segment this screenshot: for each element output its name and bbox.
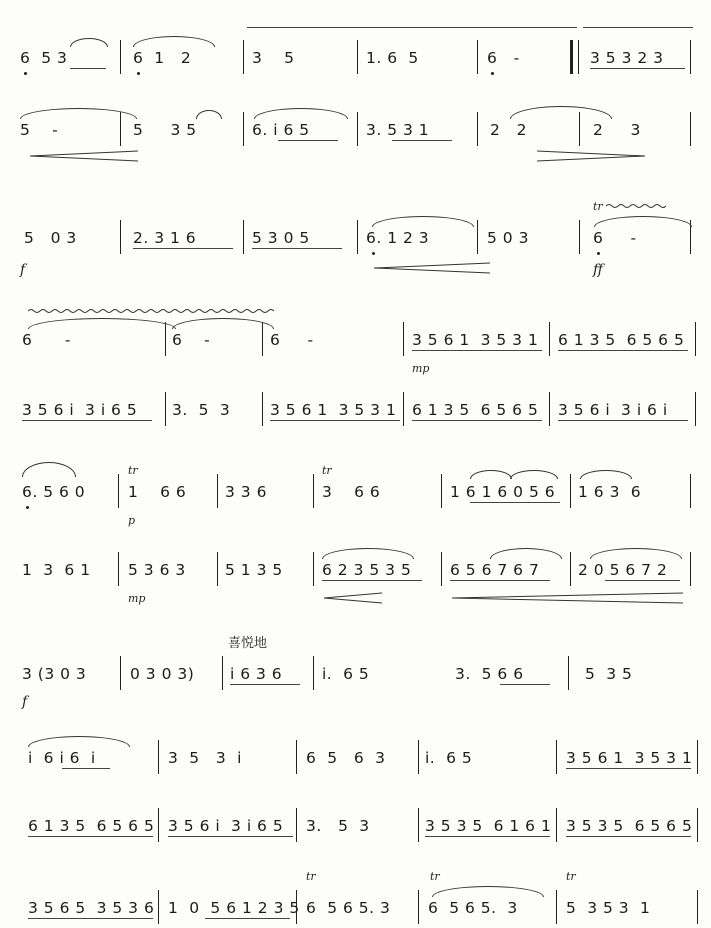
measure: 6 5 3 bbox=[20, 49, 68, 67]
measure: 5 3 5 3 1 bbox=[566, 899, 651, 917]
crescendo-hairpin bbox=[28, 150, 140, 162]
measure: 6 - bbox=[487, 49, 520, 67]
underline bbox=[566, 768, 691, 769]
barline bbox=[357, 40, 358, 74]
trill-wave bbox=[606, 203, 666, 209]
measure: 6 - bbox=[593, 229, 637, 247]
trill-wave bbox=[28, 308, 278, 314]
measure: 2 2 bbox=[490, 121, 528, 139]
underline bbox=[70, 68, 106, 69]
barline bbox=[165, 322, 166, 356]
barline bbox=[158, 808, 159, 842]
slur bbox=[20, 108, 137, 119]
dynamic-mp: mp bbox=[412, 362, 430, 375]
slur bbox=[590, 548, 682, 559]
slur bbox=[510, 470, 558, 479]
measure: i. 6 5 bbox=[425, 749, 473, 767]
barline bbox=[243, 112, 244, 146]
underline bbox=[605, 580, 680, 581]
octave-dot bbox=[597, 252, 600, 255]
slur bbox=[254, 108, 348, 119]
measure: 6. i 6 5 bbox=[252, 121, 310, 139]
underline bbox=[278, 140, 338, 141]
decrescendo-hairpin bbox=[535, 150, 647, 162]
slur bbox=[70, 38, 108, 47]
dynamic-p: p bbox=[128, 514, 136, 527]
barline bbox=[477, 40, 478, 74]
staff-row-5 bbox=[0, 398, 711, 422]
underline bbox=[28, 836, 153, 837]
underline bbox=[425, 836, 550, 837]
measure: 5 3 0 5 bbox=[252, 229, 310, 247]
underline bbox=[62, 768, 110, 769]
volta-bracket bbox=[583, 27, 693, 28]
crescendo-hairpin bbox=[372, 262, 492, 274]
measure: 1 3 6 1 bbox=[22, 561, 91, 579]
underline bbox=[322, 580, 422, 581]
measure: 1 6 3 6 bbox=[578, 483, 642, 501]
octave-dot bbox=[24, 72, 27, 75]
measure: 3. 5 6 6 bbox=[455, 665, 524, 683]
measure: 2. 3 1 6 bbox=[133, 229, 197, 247]
crescendo-hairpin bbox=[322, 592, 384, 604]
slur bbox=[580, 470, 632, 479]
measure: 2 0 5 6 7 2 bbox=[578, 561, 668, 579]
barline bbox=[313, 656, 314, 690]
measure: 3 5 6 5 3 5 3 6 bbox=[28, 899, 155, 917]
measure: 6. 1 2 3 bbox=[366, 229, 430, 247]
measure: 3 5 6 i 3 i 6 i bbox=[558, 401, 668, 419]
slur bbox=[28, 318, 176, 329]
barline bbox=[477, 112, 478, 146]
tempo-marking: 喜悦地 bbox=[228, 636, 268, 651]
staff-row-9 bbox=[0, 746, 711, 770]
barline bbox=[418, 808, 419, 842]
slur bbox=[510, 106, 612, 119]
measure: 6 1 3 5 6 5 6 5 bbox=[412, 401, 539, 419]
barline bbox=[441, 552, 442, 586]
measure: 2 3 bbox=[593, 121, 641, 139]
underline bbox=[412, 350, 542, 351]
measure: 3 5 3 5 6 5 6 5 bbox=[566, 817, 693, 835]
barline bbox=[158, 740, 159, 774]
barline bbox=[556, 890, 557, 924]
trill-mark: tr bbox=[322, 464, 332, 477]
volta-bracket bbox=[247, 27, 577, 28]
staff-row-10 bbox=[0, 814, 711, 838]
barline bbox=[243, 40, 244, 74]
measure: 3 3 6 bbox=[225, 483, 267, 501]
measure: 3 5 6 i 3 i 6 5 bbox=[168, 817, 284, 835]
trill-mark: tr bbox=[128, 464, 138, 477]
barline bbox=[120, 40, 121, 74]
barline bbox=[690, 40, 691, 74]
underline bbox=[500, 684, 550, 685]
measure: 5 0 3 bbox=[487, 229, 529, 247]
measure: 3. 5 3 bbox=[306, 817, 370, 835]
dynamic-f: f bbox=[22, 694, 28, 710]
slur bbox=[22, 462, 76, 477]
measure: 5 3 5 bbox=[133, 121, 197, 139]
barline bbox=[418, 890, 419, 924]
measure: 6 - bbox=[22, 331, 72, 349]
barline bbox=[556, 808, 557, 842]
octave-dot bbox=[137, 72, 140, 75]
measure: 6 - bbox=[270, 331, 314, 349]
measure: 5 1 3 5 bbox=[225, 561, 283, 579]
barline bbox=[695, 322, 696, 356]
barline bbox=[690, 552, 691, 586]
barline bbox=[118, 474, 119, 508]
barline bbox=[697, 890, 698, 924]
barline bbox=[697, 808, 698, 842]
staff-row-11 bbox=[0, 896, 711, 920]
underline bbox=[205, 918, 290, 919]
underline bbox=[558, 420, 688, 421]
measure: 1 0 5 6 1 2 3 5 bbox=[168, 899, 300, 917]
underline bbox=[566, 836, 691, 837]
slur bbox=[490, 548, 562, 559]
barline bbox=[441, 474, 442, 508]
barline bbox=[296, 890, 297, 924]
slur bbox=[470, 470, 512, 479]
underline bbox=[412, 420, 542, 421]
measure: 5 0 3 bbox=[24, 229, 77, 247]
trill-mark: tr bbox=[430, 870, 440, 883]
barline bbox=[690, 112, 691, 146]
measure: 1. 6 5 bbox=[366, 49, 419, 67]
measure: 6 1 3 5 6 5 6 5 bbox=[558, 331, 685, 349]
staff-row-4 bbox=[0, 328, 711, 352]
measure: 1 6 6 bbox=[128, 483, 187, 501]
barline bbox=[418, 740, 419, 774]
measure: 6 1 2 bbox=[133, 49, 192, 67]
barline bbox=[357, 220, 358, 254]
staff-row-6 bbox=[0, 480, 711, 504]
measure: 3 5 6 i 3 i 6 5 bbox=[22, 401, 138, 419]
measure: 5 - bbox=[20, 121, 59, 139]
barline bbox=[262, 322, 263, 356]
barline bbox=[120, 220, 121, 254]
measure: 3 6 6 bbox=[322, 483, 381, 501]
barline bbox=[357, 112, 358, 146]
barline bbox=[217, 474, 218, 508]
staff-row-7 bbox=[0, 558, 711, 582]
slur bbox=[372, 216, 474, 227]
measure: 5 3 5 bbox=[585, 665, 633, 683]
slur bbox=[432, 886, 544, 897]
underline bbox=[230, 684, 300, 685]
slur bbox=[594, 216, 692, 227]
barline bbox=[243, 220, 244, 254]
barline bbox=[296, 808, 297, 842]
underline bbox=[590, 68, 685, 69]
slur bbox=[172, 318, 274, 329]
barline bbox=[549, 322, 550, 356]
measure: 6. 5 6 0 bbox=[22, 483, 86, 501]
measure: 3. 5 3 1 bbox=[366, 121, 430, 139]
dynamic-ff: ff bbox=[593, 262, 603, 278]
measure: 3. 5 3 bbox=[172, 401, 231, 419]
barline bbox=[579, 220, 580, 254]
measure: 6 - bbox=[172, 331, 211, 349]
measure: 5 3 6 3 bbox=[128, 561, 186, 579]
underline bbox=[168, 836, 293, 837]
staff-row-2 bbox=[0, 118, 711, 142]
staff-row-8 bbox=[0, 662, 711, 686]
measure: 6 5 6 3 bbox=[306, 749, 386, 767]
underline bbox=[133, 248, 233, 249]
measure: i. 6 5 bbox=[322, 665, 370, 683]
barline bbox=[262, 392, 263, 426]
measure: 6 5 6 5. 3 bbox=[306, 899, 391, 917]
measure: 3 5 6 1 3 5 3 1 bbox=[412, 331, 539, 349]
measure: 3 (3 0 3 bbox=[22, 665, 87, 683]
octave-dot bbox=[372, 252, 375, 255]
measure: 6 2 3 5 3 5 bbox=[322, 561, 412, 579]
barline bbox=[477, 220, 478, 254]
underline bbox=[22, 420, 152, 421]
barline bbox=[222, 656, 223, 690]
slur bbox=[196, 110, 222, 119]
slur bbox=[28, 736, 130, 747]
trill-mark: tr bbox=[306, 870, 316, 883]
barline bbox=[695, 392, 696, 426]
measure: 0 3 0 3) bbox=[130, 665, 195, 683]
barline bbox=[403, 392, 404, 426]
measure: 6 5 6 5. 3 bbox=[428, 899, 518, 917]
measure: 6 5 6 7 6 7 bbox=[450, 561, 540, 579]
measure: 3 5 3 2 3 bbox=[590, 49, 664, 67]
underline bbox=[28, 918, 153, 919]
barline bbox=[120, 656, 121, 690]
barline bbox=[690, 474, 691, 508]
dynamic-mp: mp bbox=[128, 592, 146, 605]
staff-row-1 bbox=[0, 46, 711, 70]
repeat-barline bbox=[578, 40, 579, 74]
slur bbox=[322, 548, 414, 559]
measure: 3 5 6 1 3 5 3 1 bbox=[566, 749, 693, 767]
barline bbox=[217, 552, 218, 586]
barline bbox=[313, 474, 314, 508]
octave-dot bbox=[491, 72, 494, 75]
barline bbox=[570, 552, 571, 586]
barline bbox=[158, 890, 159, 924]
barline bbox=[296, 740, 297, 774]
barline bbox=[568, 656, 569, 690]
underline bbox=[450, 580, 550, 581]
measure: 6 1 3 5 6 5 6 5 bbox=[28, 817, 155, 835]
barline bbox=[313, 552, 314, 586]
barline bbox=[118, 552, 119, 586]
octave-dot bbox=[26, 506, 29, 509]
underline bbox=[558, 350, 688, 351]
repeat-barline bbox=[570, 40, 573, 74]
measure: 1 6 1 6 0 5 6 bbox=[450, 483, 556, 501]
dynamic-f: f bbox=[20, 262, 26, 278]
measure: i 6 i 6 i bbox=[28, 749, 96, 767]
trill-mark: tr bbox=[566, 870, 576, 883]
measure: 3 5 3 i bbox=[168, 749, 242, 767]
underline bbox=[392, 140, 452, 141]
barline bbox=[549, 392, 550, 426]
crescendo-hairpin bbox=[450, 592, 685, 604]
barline bbox=[165, 392, 166, 426]
barline bbox=[556, 740, 557, 774]
underline bbox=[252, 248, 342, 249]
trill-mark: tr bbox=[593, 200, 603, 213]
measure: i 6 3 6 bbox=[230, 665, 283, 683]
slur bbox=[133, 36, 215, 47]
barline bbox=[403, 322, 404, 356]
underline bbox=[470, 502, 560, 503]
staff-row-3 bbox=[0, 226, 711, 250]
measure: 3 5 3 5 6 1 6 1 bbox=[425, 817, 552, 835]
barline bbox=[570, 474, 571, 508]
underline bbox=[270, 420, 400, 421]
barline bbox=[697, 740, 698, 774]
measure: 3 5 bbox=[252, 49, 295, 67]
measure: 3 5 6 1 3 5 3 1 bbox=[270, 401, 397, 419]
